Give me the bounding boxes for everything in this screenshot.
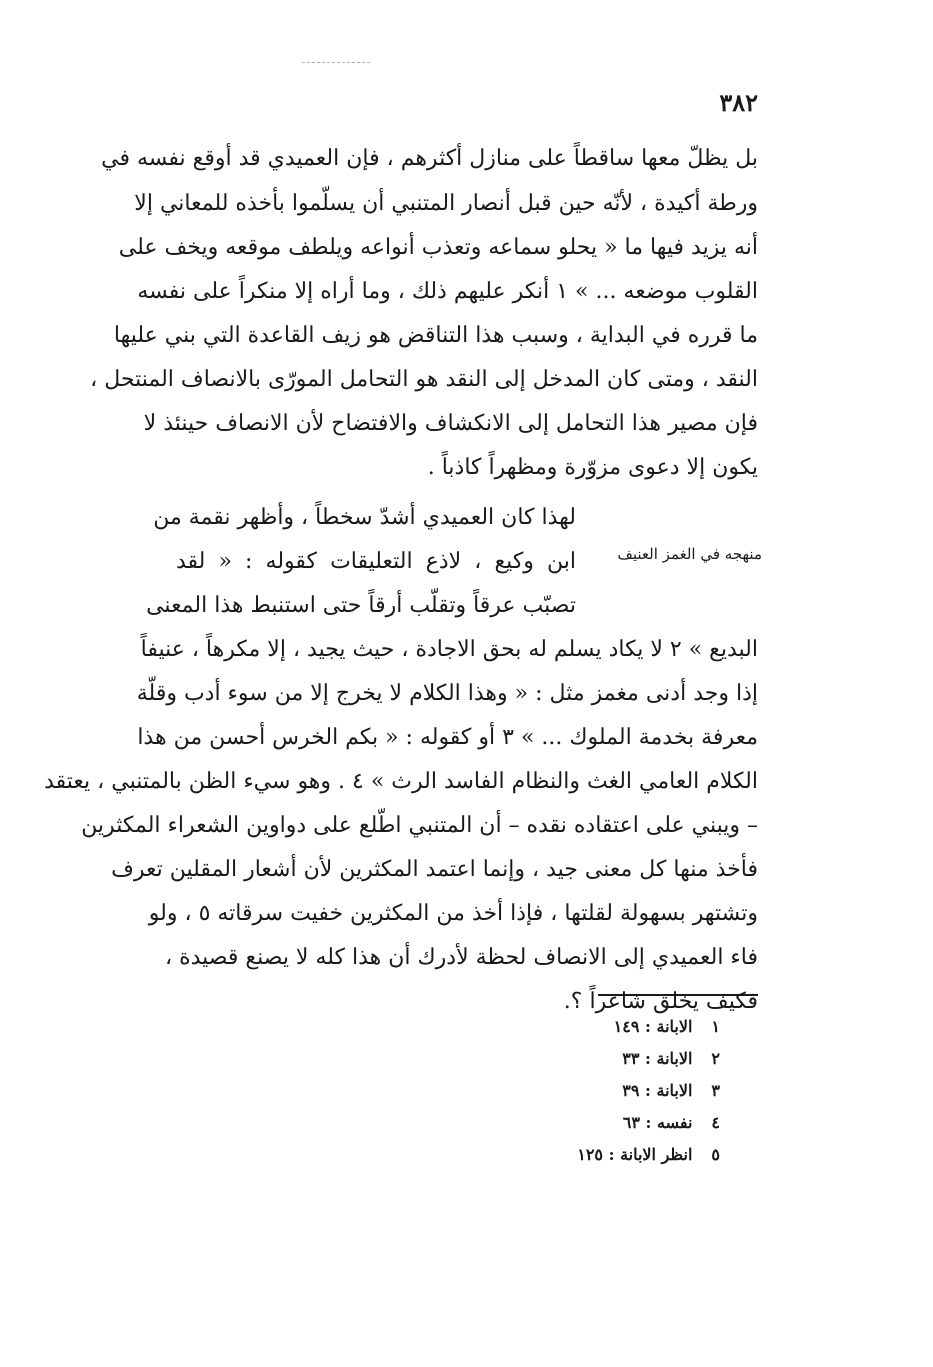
footnote-number: ٤ [711,1113,720,1132]
footnote-text: انظر الابانة : ١٢٥ [577,1145,693,1164]
text-line: فأخذ منها كل معنى جيد ، وإنما اعتمد المكثرين لأن أشعار المقلين تعرف [111,857,758,882]
text-line: يكون إلا دعوى مزوّرة ومظهراً كاذباً . [427,455,758,480]
text-line: النقد ، ومتى كان المدخل إلى النقد هو التحامل المورّى بالانصاف المنتحل ، [90,367,758,392]
text-line: الكلام العامي الغث والنظام الفاسد الرث » ٤ . وهو سيء الظن بالمتنبي ، يعتقد [44,769,758,794]
footnote-text: الابانة : ٣٣ [622,1049,693,1068]
text-line: بل يظلّ معها ساقطاً على منازل أكثرهم ، فإن العميدي قد أوقع نفسه في [101,146,758,171]
text-line: لهذا كان العميدي أشدّ سخطاً ، وأظهر نقمة من [153,505,576,530]
text-line: معرفة بخدمة الملوك ... » ٣ أو كقوله : « بكم الخرس أحسن من هذا [137,725,758,750]
side-heading: منهجه في الغمز العنيف [617,545,762,563]
text-line: البديع » ٢ لا يكاد يسلم له بحق الاجادة ، حيث يجيد ، إلا مكرهاً ، عنيفاً [140,637,758,662]
text-line: ما قرره في البداية ، وسبب هذا التناقض هو زيف القاعدة التي بني عليها [113,323,758,348]
text-line: فإن مصير هذا التحامل إلى الانكشاف والافتضاح لأن الانصاف حينئذ لا [143,411,758,436]
footnote-number: ٣ [711,1081,720,1100]
footnote-number: ٥ [711,1145,720,1164]
footnote [460,1046,720,1072]
footnote-text: الابانة : ١٤٩ [613,1017,693,1036]
text-line: أنه يزيد فيها ما « يحلو سماعه وتعذب أنواعه ويلطف موقعه ويخف على [118,235,758,260]
footnote-separator [598,994,758,996]
footnote [460,1014,720,1040]
text-line: ورطة أكيدة ، لأنّه حين قبل أنصار المتنبي أن يسلّموا بأخذه للمعاني إلا [134,191,758,216]
text-line: القلوب موضعه ... » ١ أنكر عليهم ذلك ، وما أراه إلا منكراً على نفسه [137,279,758,304]
footnote-text: الابانة : ٣٩ [622,1081,693,1100]
text-line: وتشتهر بسهولة لقلتها ، فإذا أخذ من المكثرين خفيت سرقاته ٥ ، ولو [148,901,758,926]
text-line: إذا وجد أدنى مغمز مثل : « وهذا الكلام لا يخرج إلا من سوء أدب وقلّة [136,681,758,706]
text-line: فاء العميدي إلى الانصاف لحظة لأدرك أن هذا كله لا يصنع قصيدة ، [165,945,758,970]
footnote [460,1078,720,1104]
text-line: تصبّب عرقاً وتقلّب أرقاً حتى استنبط هذا المعنى [146,593,576,618]
text-line: – ويبني على اعتقاده نقده – أن المتنبي اطّلع على دواوين الشعراء المكثرين [81,813,758,838]
footnote-number: ٢ [711,1049,720,1068]
footnote [460,1110,720,1136]
text-line: فكيف يخلق شاعراً ؟. [563,989,758,1014]
page-number: ٣٨٢ [719,88,758,117]
top-decorative-rule [302,62,370,63]
footnote-text: نفسه : ٦٣ [622,1113,693,1132]
footnote-number: ١ [711,1017,720,1036]
text-line: ابن وكيع ، لاذع التعليقات كقوله : « لقد [176,549,576,574]
footnote [460,1142,720,1168]
